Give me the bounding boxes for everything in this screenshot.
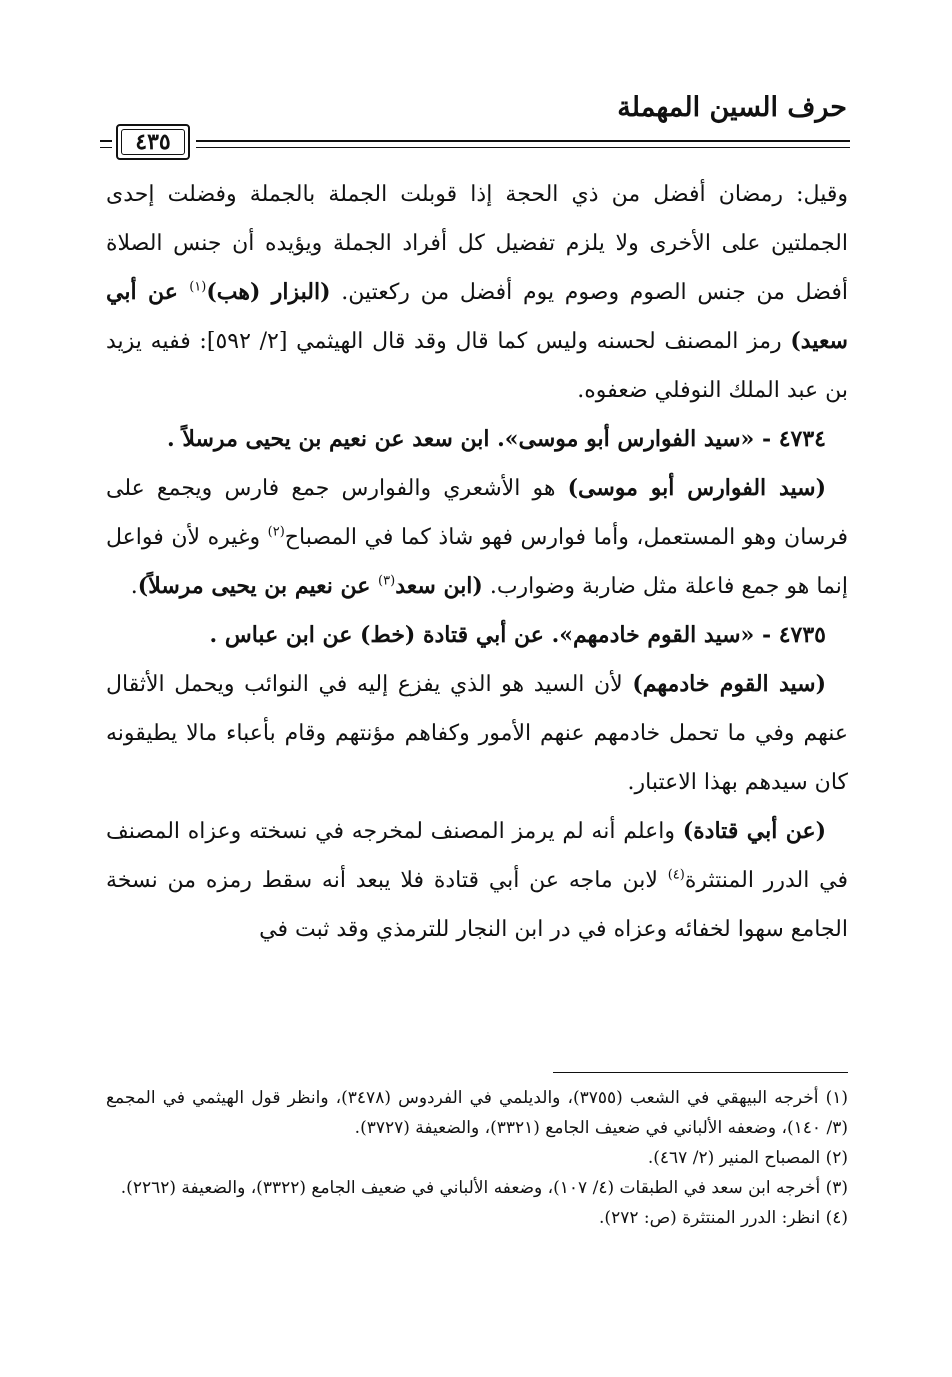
header-rule-thin <box>196 147 850 148</box>
footnote-separator <box>553 1072 848 1073</box>
paragraph-2: (سيد الفوارس أبو موسى) هو الأشعري والفوارس جمع فارس ويجمع على فرسان وهو المستعمل، وأما فوارس فهو شاذ كما في المصباح$^{(٢)}$ وغيره لأن فواعل إنما هو جمع فاعلة مثل ضاربة وضوارب. (ابن سعد$^{(٣)}$ عن نعيم بن يحيى مرسلاً). <box>106 475 848 599</box>
footnotes <box>106 1083 848 1233</box>
paragraph-4: (عن أبي قتادة) واعلم أنه لم يرمز المصنف لمخرجه في نسخته وعزاه المصنف في الدرر المنتثرة$^{(٤)}$ لابن ماجه عن أبي قتادة فلا يبعد أنه سقط رمزه من نسخة الجامع سهوا لخفائه وعزاه في در ابن النجار للترمذي وقد ثبت في <box>106 818 848 942</box>
header-rule-left-thin <box>100 147 112 148</box>
page-number <box>116 124 190 160</box>
footnote-2: (٢) المصباح المنير (٢/ ٤٦٧). <box>647 1148 848 1168</box>
body-text <box>106 170 848 954</box>
hadith-entry-4734: ٤٧٣٤ - «سيد الفوارس أبو موسى». ابن سعد عن نعيم بن يحيى مرسلاً . <box>167 426 826 452</box>
footnote-3: (٣) أخرجه ابن سعد في الطبقات (٤/ ١٠٧)، وضعفه الألباني في ضعيف الجامع (٣٣٢٢)، والضعيفة (٢٢٦٢). <box>120 1178 848 1198</box>
footnote-ref-3: (٣) <box>378 573 396 589</box>
page-number-text: ٤٣٥ <box>135 129 171 155</box>
paragraph-1: وقيل: رمضان أفضل من ذي الحجة إذا قوبلت الجملة بالجملة وفضلت إحدى الجملتين على الأخرى ولا يلزم تفضيل كل أفراد الجملة ويؤيده أن جنس الصلاة أفضل من جنس الصوم وصوم يوم أفضل من ركعتين. (البزار (هب)$^{(١)}$ عن أبي سعيد) رمز المصنف لحسنه وليس كما قال وقد قال الهيثمي [٢/ ٥٩٢]: ففيه يزيد بن عبد الملك النوفلي ضعفوه. <box>106 182 848 403</box>
page-title: حرف السين المهملة <box>617 92 847 123</box>
header-rule <box>196 140 850 142</box>
footnote-ref-1: (١) <box>189 279 207 295</box>
paragraph-3: (سيد القوم خادمهم) لأن السيد هو الذي يفزع إليه في النوائب ويحمل الأثقال عنهم وفي ما تحمل خادمهم عنهم الأمور وكفاهم مؤنتهم وقام بأعباء مالا يطيقونه كان سيدهم بهذا الاعتبار. <box>106 671 848 795</box>
footnote-ref-4: (٤) <box>667 867 685 883</box>
footnote-4: (٤) انظر: الدرر المنتثرة (ص: ٢٧٢). <box>599 1208 848 1228</box>
hadith-entry-4735: ٤٧٣٥ - «سيد القوم خادمهم». عن أبي قتادة (خط) عن ابن عباس . <box>209 622 826 648</box>
header-rule-left <box>100 140 112 142</box>
footnote-1: (١) أخرجه البيهقي في الشعب (٣٧٥٥)، والديلمي في الفردوس (٣٤٧٨)، وانظر قول الهيثمي في المجمع (٣/ ١٤٠)، وضعفه الألباني في ضعيف الجامع (٣٣٢١)، والضعيفة (٣٧٢٧). <box>106 1088 849 1138</box>
footnote-ref-2: (٢) <box>267 524 285 540</box>
